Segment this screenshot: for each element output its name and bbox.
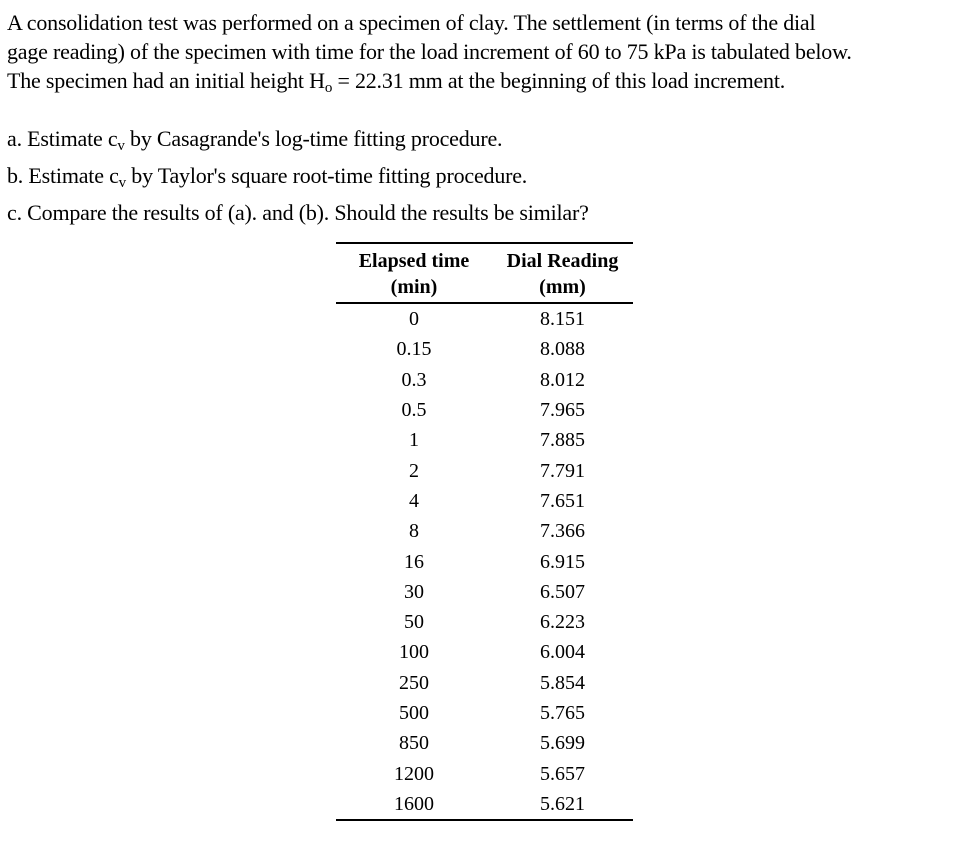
dial-reading-cell: 8.088: [540, 338, 585, 361]
task-a: [7, 124, 589, 161]
table-row: [336, 758, 633, 788]
data-table-container: [336, 242, 633, 821]
table-row: [336, 546, 633, 576]
task-b-end: by Taylor's square root-time fitting procedure.: [125, 163, 528, 188]
elapsed-time-cell: 850: [399, 732, 429, 755]
elapsed-time-cell: 500: [399, 702, 429, 724]
problem-statement: [7, 8, 967, 103]
elapsed-time-cell: 100: [399, 641, 429, 664]
col-header-dial-reading: Dial Reading: [492, 243, 633, 274]
dial-reading-cell: 7.791: [540, 459, 585, 482]
dial-reading-cell: 7.651: [540, 489, 585, 512]
col-unit-min: (min): [336, 274, 492, 303]
table-row: [336, 334, 633, 364]
elapsed-time-cell: 0.3: [401, 368, 427, 391]
task-b-start: b. Estimate c: [7, 163, 119, 188]
elapsed-time-cell: 1200: [394, 762, 434, 785]
dial-reading-cell: 8.012: [540, 368, 585, 391]
task-a-end: by Casagrande's log-time fitting procedure.: [124, 126, 503, 151]
elapsed-time-cell: 250: [399, 671, 429, 694]
elapsed-time-cell: 2: [409, 459, 419, 482]
table-row: [336, 728, 633, 758]
col-unit-mm: (mm): [492, 274, 633, 303]
task-a-start: a. Estimate c: [7, 126, 118, 151]
dial-reading-cell: 5.854: [540, 671, 585, 694]
dial-reading-cell: 5.621: [492, 789, 633, 820]
problem-line-3: [7, 66, 967, 103]
elapsed-time-cell: 1: [409, 429, 419, 452]
elapsed-time-cell: 50: [404, 611, 424, 634]
table-row: [336, 698, 633, 728]
table-header-row: [336, 243, 633, 274]
dial-reading-cell: 6.004: [540, 641, 585, 664]
elapsed-time-cell: 0.15: [396, 338, 432, 361]
task-b: [7, 161, 589, 198]
task-list: [7, 124, 589, 227]
table-unit-row: [336, 274, 633, 303]
subscript-v: v: [117, 138, 125, 154]
elapsed-time-cell: 4: [409, 489, 419, 512]
settlement-table: [336, 242, 633, 821]
table-row: [336, 637, 633, 667]
elapsed-time-cell: 0.5: [401, 399, 427, 422]
dial-reading-cell: 5.765: [540, 702, 585, 724]
dial-reading-cell: 7.885: [540, 429, 585, 452]
table-row: [336, 395, 633, 425]
dial-reading-cell: 8.151: [540, 308, 585, 331]
table-row: [336, 668, 633, 698]
col-header-elapsed-time: Elapsed time: [336, 243, 492, 274]
elapsed-time-cell: 16: [404, 550, 424, 573]
problem-line-3-start: The specimen had an initial height H: [7, 68, 325, 93]
table-row: [336, 577, 633, 607]
elapsed-time-cell: 0: [409, 308, 419, 331]
dial-reading-cell: 5.657: [540, 762, 585, 785]
problem-line-1: A consolidation test was performed on a specimen of clay. The settlement (in terms of the dial: [7, 10, 816, 35]
table-body: [336, 303, 633, 820]
table-row: [336, 486, 633, 516]
dial-reading-cell: 6.507: [540, 580, 585, 603]
table-row: [336, 607, 633, 637]
table-row: [336, 365, 633, 395]
dial-reading-cell: 5.699: [540, 732, 585, 755]
table-row: [336, 425, 633, 455]
dial-reading-cell: 7.965: [540, 399, 585, 422]
elapsed-time-cell: 1600: [336, 789, 492, 820]
dial-reading-cell: 6.223: [540, 611, 585, 634]
table-row: [336, 789, 633, 820]
table-row: [336, 516, 633, 546]
subscript-v: v: [118, 175, 126, 191]
problem-line-2: gage reading) of the specimen with time for the load increment of 60 to 75 kPa is tabulated below.: [7, 39, 852, 64]
task-c: c. Compare the results of (a). and (b). Should the results be similar?: [7, 200, 589, 225]
dial-reading-cell: 7.366: [540, 520, 585, 543]
dial-reading-cell: 6.915: [540, 550, 585, 573]
problem-line-3-end: = 22.31 mm at the beginning of this load increment.: [332, 68, 786, 93]
table-row: [336, 455, 633, 485]
elapsed-time-cell: 30: [404, 580, 424, 603]
elapsed-time-cell: 8: [409, 520, 419, 543]
table-row: [336, 303, 633, 334]
subscript-o: o: [324, 80, 333, 96]
